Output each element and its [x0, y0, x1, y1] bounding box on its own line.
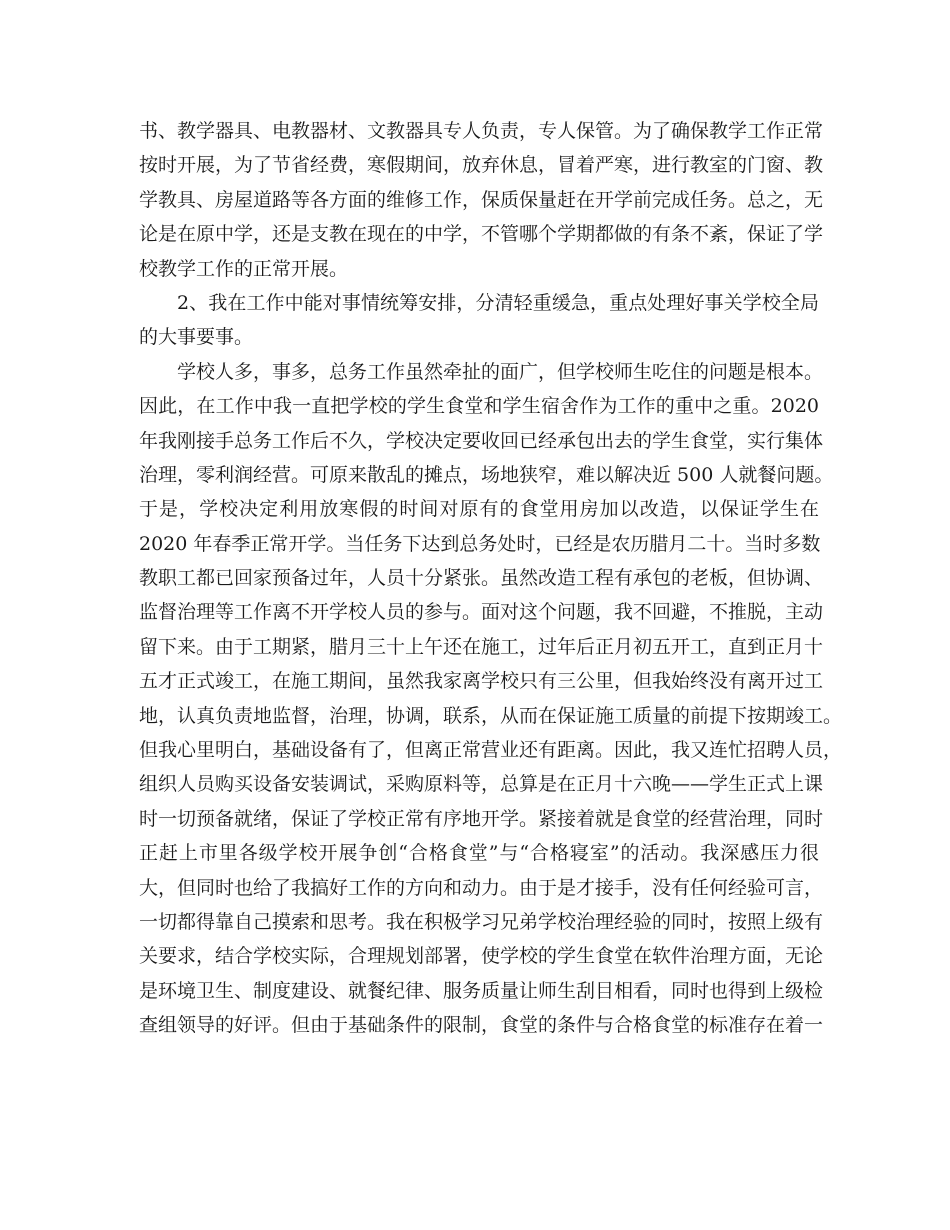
text-line: 地，认真负责地监督，治理，协调，联系，从而在保证施工质量的前提下按期竣工。: [139, 704, 843, 727]
text-line: 大，但同时也给了我搞好工作的方向和动力。由于是才接手，没有任何经验可言，: [139, 876, 824, 899]
text-line: 查组领导的好评。但由于基础条件的限制，食堂的条件与合格食堂的标准存在着一: [139, 1014, 824, 1037]
text-line: 组织人员购买设备安装调试，采购原料等，总算是在正月十六晚——学生正式上课: [139, 773, 824, 796]
text-line: 是环境卫生、制度建设、就餐纪律、服务质量让师生刮目相看，同时也得到上级检: [139, 979, 824, 1002]
text-line: 但我心里明白，基础设备有了，但离正常营业还有距离。因此，我又连忙招聘人员，: [139, 739, 843, 762]
body-text: [139, 114, 843, 1043]
text-line: 年我刚接手总务工作后不久，学校决定要收回已经承包出去的学生食堂，实行集体: [139, 429, 824, 452]
text-line: 学教具、房屋道路等各方面的维修工作，保质保量赶在开学前完成任务。总之，无: [139, 188, 824, 211]
text-line: 关要求，结合学校实际，合理规划部署，使学校的学生食堂在软件治理方面，无论: [139, 945, 824, 968]
text-line: 学校人多，事多，总务工作虽然牵扯的面广，但学校师生吃住的问题是根本。: [177, 360, 824, 383]
text-line: 时一切预备就绪，保证了学校正常有序地开学。紧接着就是食堂的经营治理，同时: [139, 807, 824, 830]
text-line: 教职工都已回家预备过年，人员十分紧张。虽然改造工程有承包的老板，但协调、: [139, 567, 824, 590]
text-line: 因此，在工作中我一直把学校的学生食堂和学生宿舍作为工作的重中之重。2020: [139, 395, 819, 418]
text-line: 留下来。由于工期紧，腊月三十上午还在施工，过年后正月初五开工，直到正月十: [139, 635, 824, 658]
text-line: 2、我在工作中能对事情统筹安排，分清轻重缓急，重点处理好事关学校全局: [177, 291, 819, 314]
text-line: 监督治理等工作离不开学校人员的参与。面对这个问题，我不回避，不推脱，主动: [139, 601, 824, 624]
text-line: 论是在原中学，还是支教在现在的中学，不管哪个学期都做的有条不紊，保证了学: [139, 223, 824, 246]
text-line: 书、教学器具、电教器材、文教器具专人负责，专人保管。为了确保教学工作正常: [139, 120, 824, 142]
text-line: 正赶上市里各级学校开展争创“合格食堂”与“合格寝室”的活动。我深感压力很: [139, 842, 819, 865]
text-line: 校教学工作的正常开展。: [139, 257, 349, 280]
text-line: 按时开展，为了节省经费，寒假期间，放弃休息，冒着严寒，进行教室的门窗、教: [139, 154, 824, 177]
text-line: 的大事要事。: [139, 326, 254, 349]
text-line: 五才正式竣工，在施工期间，虽然我家离学校只有三公里，但我始终没有离开过工: [139, 670, 824, 693]
text-line: 2020 年春季正常开学。当任务下达到总务处时，已经是农历腊月二十。当时多数: [139, 532, 821, 555]
text-line: 一切都得靠自己摸索和思考。我在积极学习兄弟学校治理经验的同时，按照上级有: [139, 910, 824, 933]
text-line: 治理，零利润经营。可原来散乱的摊点，场地狭窄，难以解决近 500 人就餐问题。: [139, 463, 834, 486]
text-line: 于是，学校决定利用放寒假的时间对原有的食堂用房加以改造，以保证学生在: [139, 498, 819, 521]
